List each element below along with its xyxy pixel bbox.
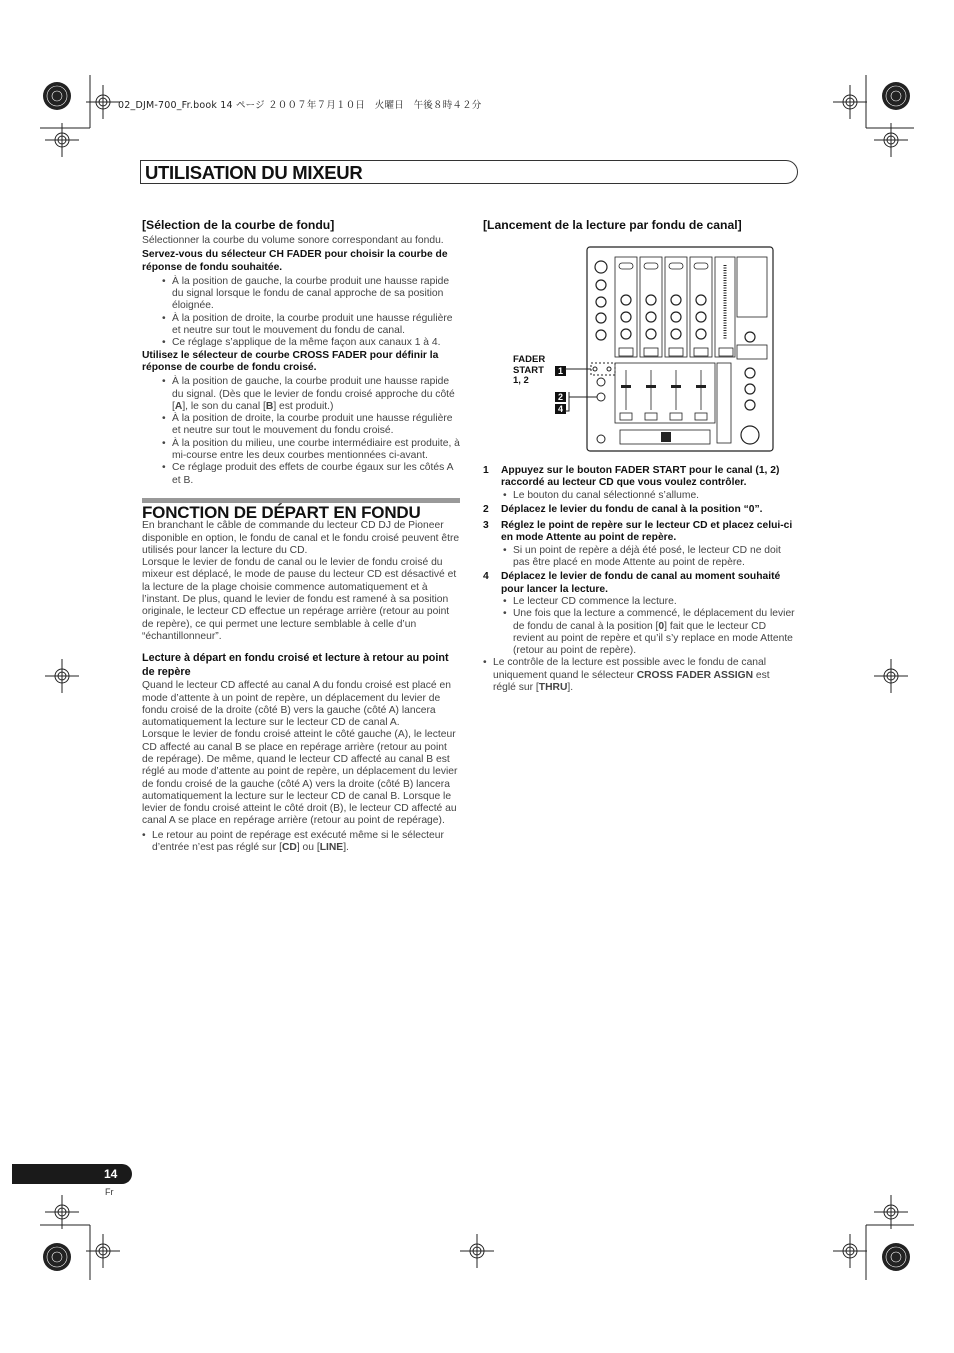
line-label: LINE [319, 842, 344, 854]
step-text: Déplacez le levier du fondu de canal à la position “0”. [501, 503, 763, 515]
step-text: Réglez le point de repère sur le lecteur CD et placez celui-ci en mode Attente au point de repère. [501, 520, 793, 544]
text-run: ] ou [ [296, 842, 320, 854]
step-4 [483, 571, 795, 596]
label-line: START [513, 364, 544, 376]
ch-fader-bullets [142, 276, 460, 350]
callout-badge-4: 4 [555, 404, 566, 414]
label-line: 1, 2 [513, 375, 529, 386]
text-run: ] fait que le lecteur CD revient au point de repère et qu’il s’y replace en mode Attente (retour au point de repère). [513, 620, 793, 657]
list-item: • Si un point de repère a déjà été posé, le lecteur CD ne doit pas être placé en mode Attente au point de repère. [483, 545, 795, 570]
list-item [483, 608, 795, 657]
lancement-heading: [Lancement de la lecture par fondu de canal] [483, 218, 742, 232]
page-number: 14 [104, 1167, 118, 1181]
text-run: Le retour au point de repérage est exécuté même si le sélecteur d’entrée n’est pas réglé sur [ [152, 829, 444, 854]
list-item: • Le bouton du canal sélectionné s’allume. [483, 490, 795, 502]
assign-label: CROSS FADER ASSIGN [636, 669, 754, 681]
text-run: Le contrôle de la lecture est possible avec le fondu de canal uniquement quand le sélecteur [493, 657, 767, 681]
step-2 [483, 504, 795, 516]
side-a-label: A [174, 400, 183, 412]
ch-fader-instruction: Servez-vous du sélecteur CH FADER pour choisir la courbe de réponse de fondu souhaitée. [142, 249, 448, 273]
left-column [142, 218, 460, 854]
step-1-bullets [483, 490, 795, 502]
lecture-para-2: Lorsque le levier de fondu croisé atteint le côté gauche (A), le lecteur CD affecté au canal B se place en repérage arrière (retour au point de repérage). De même, quand le lecteur CD affecté au canal B est réglé au mode d’attente au point de repère, un déplacement du levier de fondu croisé de la gauche (côté A) vers la droite (côté B) lancera automatiquement la lecture sur le lecteur CD de canal B. Lorsque le levier de fondu croisé atteint le côté droit (B), le lecteur CD affecté au canal A se place en repérage arrière (retour au point de repérage). [142, 729, 458, 827]
text-run: Une fois que la lecture a commencé, le déplacement du levier de fondu de canal à la position [ [513, 608, 795, 632]
step-4-bullets [483, 596, 795, 657]
thru-label: THRU [538, 682, 568, 694]
text-run: ]. [343, 842, 349, 854]
lecture-bullets [142, 830, 460, 855]
side-b-label: B [265, 400, 274, 412]
step-text: Appuyez sur le bouton FADER START pour le canal (1, 2) raccordé au lecteur CD que vous voulez contrôler. [501, 465, 780, 489]
cross-fader-instruction: Utilisez le sélecteur de courbe CROSS FADER pour définir la réponse de courbe de fondu croisé. [142, 349, 439, 373]
right-column [483, 218, 797, 232]
list-item [142, 830, 460, 855]
mixer-diagram [565, 245, 775, 455]
step-number: 4 [483, 571, 489, 583]
courbe-intro: Sélectionner la courbe du volume sonore correspondant au fondu. [142, 235, 444, 246]
list-item: • Le lecteur CD commence la lecture. [483, 596, 795, 608]
text-run: ]. [567, 682, 574, 694]
text-run: ] est produit.) [273, 400, 334, 412]
fader-start-label [513, 355, 545, 387]
text-run: ], le son du canal [ [182, 400, 266, 412]
print-header: 02_DJM-700_Fr.book 14 ページ ２００７年７月１０日 火曜日 午後８時４２分 [118, 100, 482, 111]
step-3 [483, 520, 795, 545]
text-run: est réglé sur [ [493, 669, 770, 694]
callout-badge-2: 2 [555, 392, 566, 402]
list-item [483, 657, 795, 694]
list-item: • À la position du milieu, une courbe intermédiaire est produite, à mi-course entre les deux courbes mentionnées ci-avant. [142, 438, 460, 463]
step-number: 3 [483, 520, 489, 532]
list-item: • À la position de gauche, la courbe produit une hausse rapide du signal lorsque le fondu de canal approche de sa position éloignée. [142, 276, 460, 313]
list-item: • À la position de droite, la courbe produit une hausse régulière et neutre sur tout le mouvement du fondu de canal. [142, 313, 460, 338]
language-code: Fr [105, 1187, 114, 1197]
step-number: 1 [483, 465, 489, 476]
text-run: À la position de gauche, la courbe produit une hausse rapide du signal. (Dès que le levier de fondu croisé approche du côté [ [172, 376, 455, 412]
list-item: • À la position de droite, la courbe produit une hausse régulière et neutre sur tout le mouvement du fondu croisé. [142, 413, 460, 438]
callout-badge-1: 1 [555, 366, 566, 376]
list-item [142, 376, 460, 413]
section-title: UTILISATION DU MIXEUR [145, 162, 363, 183]
step-3-bullets [483, 545, 795, 570]
steps-block [483, 465, 795, 694]
label-line: FADER [513, 354, 546, 365]
fonction-para-1: En branchant le câble de commande du lecteur CD DJ de Pioneer disponible en option, le fondu de canal et le fondu croisé peuvent être utilisés pour lancer la lecture du CD. [142, 520, 460, 556]
section-title-bar [140, 160, 798, 184]
fonction-para-2: Lorsque le levier de fondu de canal ou le levier de fondu croisé du mixeur est déplacé, le mode de pause du lecteur CD est désactivé et la lecture de la plage choisie commence automatiquement et à l’instant. De plus, quand le levier de fondu est ramené à sa position originale, le lecteur CD effectue un repérage arrière (retour au point de repère), ce qui permet une lecture semblable à celle d’un “échantillonneur”. [142, 557, 457, 642]
zero-label: 0 [658, 620, 665, 632]
list-item: • Ce réglage produit des effets de courbe égaux sur les côtés A et B. [142, 462, 460, 487]
step-text: Déplacez le levier de fondu de canal au moment souhaité pour lancer la lecture. [501, 571, 781, 595]
step-number: 2 [483, 503, 489, 515]
step-1 [483, 465, 795, 490]
lecture-para-1: Quand le lecteur CD affecté au canal A du fondu croisé est placé en mode d’attente à un point de repère, un déplacement du levier de fondu croisé de la droite (côté B) vers la gauche (côté A) lancera automatiquement la lecture sur le lecteur CD de canal A. [142, 680, 451, 729]
cd-label: CD [281, 842, 297, 854]
lecture-heading: Lecture à départ en fondu croisé et lecture à retour au point de repère [142, 652, 449, 679]
final-bullets [483, 657, 795, 694]
courbe-heading: [Sélection de la courbe de fondu] [142, 218, 335, 232]
list-item: • Ce réglage s’applique de la même façon aux canaux 1 à 4. [142, 337, 460, 349]
cross-fader-bullets [142, 376, 460, 487]
fonction-heading: FONCTION DE DÉPART EN FONDU [142, 502, 421, 522]
